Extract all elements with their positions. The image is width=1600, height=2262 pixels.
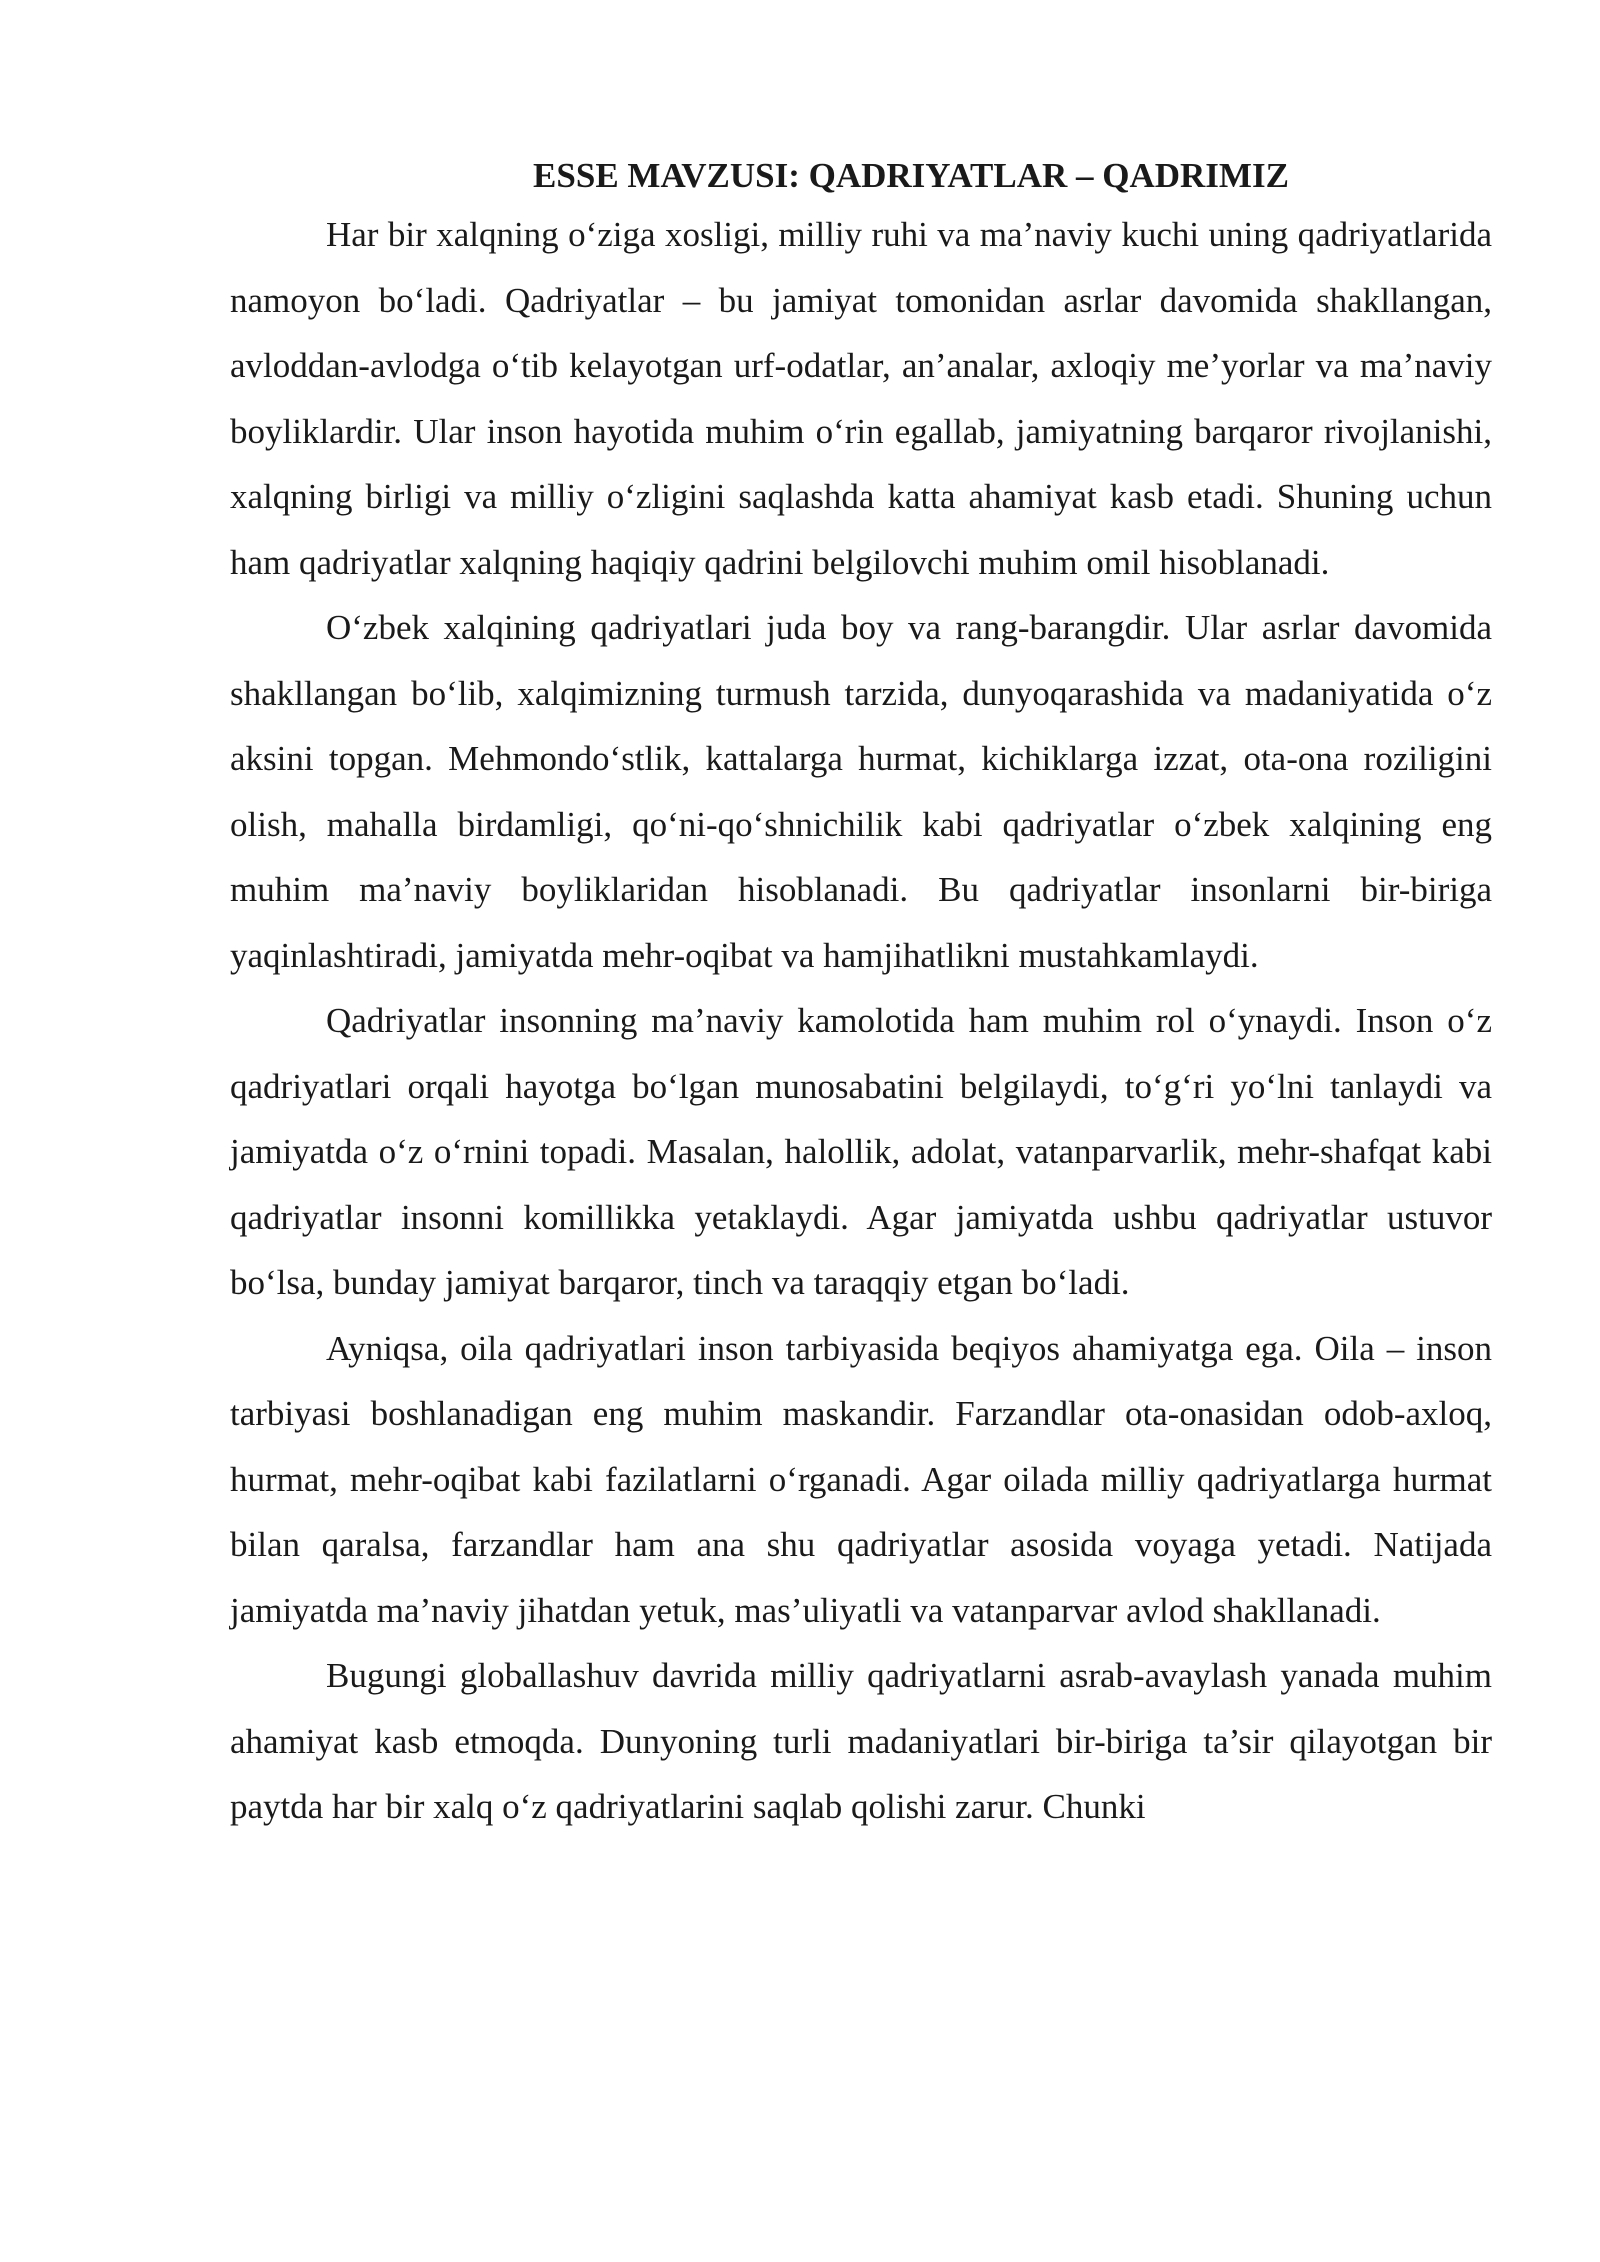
paragraph-4: Ayniqsa, oila qadriyatlari inson tarbiyasida beqiyos ahamiyatga ega. Oila – inson tarbiyasi boshlanadigan eng muhim maskandir. Farzandlar ota-onasidan odob-axloq, hurmat, mehr-oqibat kabi fazilatlarni o‘rganadi. Agar oilada milliy qadriyatlarga hurmat bilan qaralsa, farzandlar ham ana shu qadriyatlar asosida voyaga yetadi. Natijada jamiyatda ma’naviy jihatdan yetuk, mas’uliyatli va vatanparvar avlod shakllanadi.: [230, 1328, 1492, 1630]
document-body: [230, 150, 1492, 1840]
essay-title: ESSE MAVZUSI: QADRIYATLAR – QADRIMIZ: [533, 156, 1289, 195]
paragraph-1: Har bir xalqning o‘ziga xosligi, milliy ruhi va ma’naviy kuchi uning qadriyatlarida namoyon bo‘ladi. Qadriyatlar – bu jamiyat tomonidan asrlar davomida shakllangan, avloddan-avlodga o‘tib kelayotgan urf-odatlar, an’analar, axloqiy me’yorlar va ma’naviy boyliklardir. Ular inson hayotida muhim o‘rin egallab, jamiyatning barqaror rivojlanishi, xalqning birligi va milliy o‘zligini saqlashda katta ahamiyat kasb etadi. Shuning uchun ham qadriyatlar xalqning haqiqiy qadrini belgilovchi muhim omil hisoblanadi.: [230, 215, 1492, 582]
paragraph-2: O‘zbek xalqining qadriyatlari juda boy va rang-barangdir. Ular asrlar davomida shakllangan bo‘lib, xalqimizning turmush tarzida, dunyoqarashida va madaniyatida o‘z aksini topgan. Mehmondo‘stlik, kattalarga hurmat, kichiklarga izzat, ota-ona roziligini olish, mahalla birdamligi, qo‘ni-qo‘shnichilik kabi qadriyatlar o‘zbek xalqining eng muhim ma’naviy boyliklaridan hisoblanadi. Bu qadriyatlar insonlarni bir-biriga yaqinlashtiradi, jamiyatda mehr-oqibat va hamjihatlikni mustahkamlaydi.: [230, 608, 1492, 975]
paragraph-3: Qadriyatlar insonning ma’naviy kamolotida ham muhim rol o‘ynaydi. Inson o‘z qadriyatlari orqali hayotga bo‘lgan munosabatini belgilaydi, to‘g‘ri yo‘lni tanlaydi va jamiyatda o‘z o‘rnini topadi. Masalan, halollik, adolat, vatanparvarlik, mehr-shafqat kabi qadriyatlar insonni komillikka yetaklaydi. Agar jamiyatda ushbu qadriyatlar ustuvor bo‘lsa, bunday jamiyat barqaror, tinch va taraqqiy etgan bo‘ladi.: [230, 1001, 1492, 1302]
paragraph-5: Bugungi globallashuv davrida milliy qadriyatlarni asrab-avaylash yanada muhim ahamiyat kasb etmoqda. Dunyoning turli madaniyatlari bir-biriga ta’sir qilayotgan bir paytda har bir xalq o‘z qadriyatlarini saqlab qolishi zarur. Chunki: [230, 1656, 1492, 1826]
